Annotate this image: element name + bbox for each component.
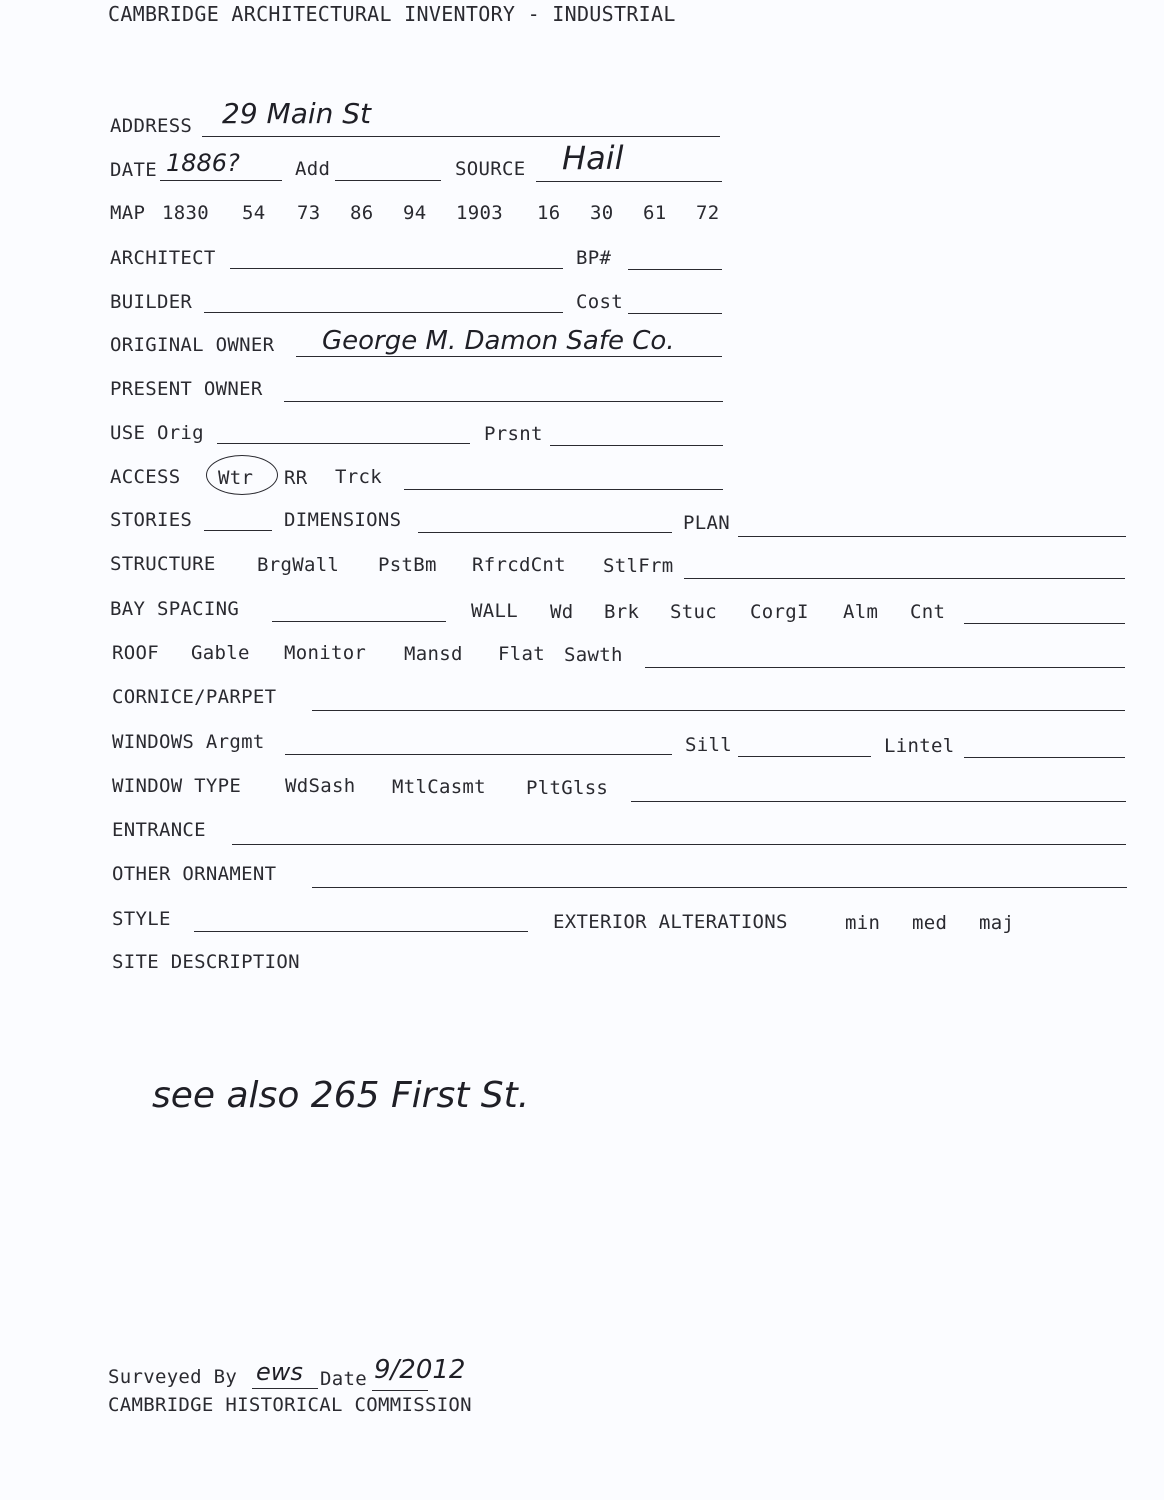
commission-name: CAMBRIDGE HISTORICAL COMMISSION <box>108 1394 472 1416</box>
roof-label: ROOF <box>112 642 159 664</box>
wall-option: CorgI <box>750 601 809 623</box>
date-line <box>160 180 282 181</box>
architect-label: ARCHITECT <box>110 247 216 269</box>
dimensions-label: DIMENSIONS <box>284 509 402 531</box>
date-label: DATE <box>110 159 157 181</box>
map-year: 1830 <box>162 202 209 224</box>
map-year: 94 <box>403 202 427 224</box>
site-note: see also 265 First St. <box>152 1075 530 1116</box>
surveyed-by-value: ews <box>256 1358 303 1386</box>
other-ornament-label: OTHER ORNAMENT <box>112 863 277 885</box>
surveyed-by-line <box>252 1388 318 1389</box>
cost-label: Cost <box>576 291 623 313</box>
alteration-option: med <box>912 912 948 934</box>
bp-label: BP# <box>576 247 612 269</box>
add-label: Add <box>295 158 331 180</box>
sill-label: Sill <box>685 734 732 756</box>
lintel-label: Lintel <box>884 735 955 757</box>
dimensions-line <box>418 532 672 533</box>
window-type-option: WdSash <box>285 775 356 797</box>
roof-option: Mansd <box>404 643 463 665</box>
structure-option: BrgWall <box>257 554 340 576</box>
source-line <box>536 181 722 182</box>
use-orig-label: USE Orig <box>110 422 204 444</box>
structure-line <box>684 578 1125 579</box>
roof-option: Monitor <box>284 642 367 664</box>
access-line <box>404 489 723 490</box>
builder-line <box>204 312 563 313</box>
present-owner-line <box>284 401 723 402</box>
cornice-label: CORNICE/PARPET <box>112 686 277 708</box>
access-option: Trck <box>335 466 382 488</box>
window-type-option: MtlCasmt <box>392 776 486 798</box>
footer-date-label: Date <box>320 1368 367 1390</box>
roof-option: Flat <box>498 643 545 665</box>
builder-label: BUILDER <box>110 291 193 313</box>
wall-label: WALL <box>471 600 518 622</box>
windows-argmt-line <box>285 754 672 755</box>
map-year: 72 <box>696 202 720 224</box>
form-header: CAMBRIDGE ARCHITECTURAL INVENTORY - INDUSTRIAL <box>108 2 676 26</box>
stories-label: STORIES <box>110 509 193 531</box>
window-type-label: WINDOW TYPE <box>112 775 242 797</box>
footer-date-value: 9/2012 <box>374 1355 466 1385</box>
roof-option: Gable <box>191 642 250 664</box>
map-year: 54 <box>242 202 266 224</box>
use-orig-line <box>217 443 470 444</box>
map-year: 86 <box>350 202 374 224</box>
access-label: ACCESS <box>110 466 181 488</box>
window-type-option: PltGlss <box>526 777 609 799</box>
map-year: 16 <box>537 202 561 224</box>
wall-line <box>964 623 1125 624</box>
source-label: SOURCE <box>455 158 526 180</box>
bp-line <box>628 269 722 270</box>
cornice-line <box>312 710 1125 711</box>
original-owner-line <box>296 356 722 357</box>
add-line <box>335 180 441 181</box>
map-year: 73 <box>297 202 321 224</box>
address-value: 29 Main St <box>222 97 372 130</box>
exterior-alterations-label: EXTERIOR ALTERATIONS <box>553 911 788 933</box>
plan-line <box>738 536 1126 537</box>
windows-argmt-label: WINDOWS Argmt <box>112 731 265 753</box>
style-line <box>194 931 528 932</box>
bay-spacing-line <box>272 621 446 622</box>
architect-line <box>230 268 563 269</box>
map-year: 30 <box>590 202 614 224</box>
roof-line <box>645 667 1125 668</box>
footer-date-line <box>372 1390 428 1391</box>
cost-line <box>628 313 722 314</box>
map-year: 1903 <box>456 202 503 224</box>
present-owner-label: PRESENT OWNER <box>110 378 263 400</box>
map-year: 61 <box>643 202 667 224</box>
lintel-line <box>964 757 1125 758</box>
date-value: 1886? <box>166 149 240 177</box>
surveyed-by-label: Surveyed By <box>108 1366 238 1388</box>
structure-option: PstBm <box>378 554 437 576</box>
plan-label: PLAN <box>683 512 730 534</box>
prsnt-label: Prsnt <box>484 423 543 445</box>
wall-option: Alm <box>843 601 879 623</box>
map-label: MAP <box>110 202 146 224</box>
wall-option: Cnt <box>910 601 946 623</box>
roof-option: Sawth <box>564 644 623 666</box>
wall-option: Stuc <box>670 601 717 623</box>
bay-spacing-label: BAY SPACING <box>110 598 240 620</box>
other-ornament-line <box>312 887 1127 888</box>
wall-option: Brk <box>604 601 640 623</box>
access-option: RR <box>284 467 308 489</box>
alteration-option: maj <box>979 912 1015 934</box>
access-option: Wtr <box>218 467 254 489</box>
source-value: Hail <box>562 139 624 177</box>
sill-line <box>738 756 871 757</box>
original-owner-label: ORIGINAL OWNER <box>110 334 275 356</box>
wall-option: Wd <box>550 601 574 623</box>
original-owner-value: George M. Damon Safe Co. <box>322 326 675 356</box>
stories-line <box>204 530 272 531</box>
style-label: STYLE <box>112 908 171 930</box>
alteration-option: min <box>845 912 881 934</box>
structure-label: STRUCTURE <box>110 553 216 575</box>
address-label: ADDRESS <box>110 115 193 137</box>
window-type-line <box>631 801 1126 802</box>
entrance-label: ENTRANCE <box>112 819 206 841</box>
prsnt-line <box>550 445 723 446</box>
entrance-line <box>232 844 1126 845</box>
site-description-label: SITE DESCRIPTION <box>112 951 300 973</box>
structure-option: RfrcdCnt <box>472 554 566 576</box>
structure-option: StlFrm <box>603 555 674 577</box>
address-line <box>202 136 720 137</box>
